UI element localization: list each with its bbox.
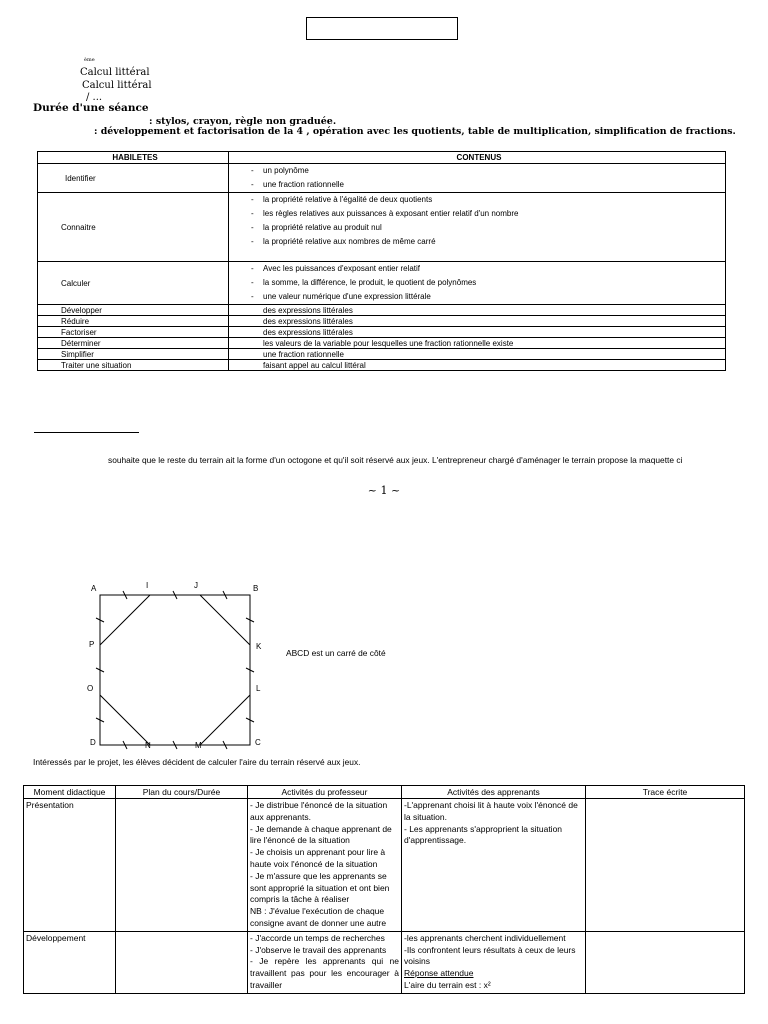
contenu-item: - une fraction rationnelle — [233, 178, 725, 192]
habilete-cell: Factoriser — [38, 327, 229, 338]
header-line-2: Calcul littéral — [82, 80, 152, 91]
point-label-c: C — [255, 738, 261, 747]
point-label-m: M — [195, 741, 202, 750]
contenu-cell: des expressions littérales — [229, 327, 726, 338]
prof-cell — [248, 931, 402, 993]
apprenants-cell — [402, 799, 586, 932]
habilete-cell: Déterminer — [38, 338, 229, 349]
table-row — [38, 316, 726, 327]
reponse-label: Réponse attendue — [404, 968, 474, 979]
level-superscript: ème — [84, 57, 95, 63]
contenu-cell: les valeurs de la variable pour lesquelles une fraction rationnelle existe — [229, 338, 726, 349]
duree-label: Durée d'une séance — [33, 102, 149, 114]
habilete-cell: Simplifier — [38, 349, 229, 360]
habilete-cell: Connaitre — [38, 193, 229, 262]
table-row — [38, 327, 726, 338]
point-label-p: P — [89, 640, 95, 649]
table-row — [24, 931, 745, 993]
prof-header: Activités du professeur — [248, 786, 402, 799]
materiel-text: : stylos, crayon, règle non graduée. — [149, 116, 337, 127]
situation-text: souhaite que le reste du terrain ait la forme d'un octogone et qu'il soit réservé aux jeux. L'entrepreneur chargé d'aménager le terrain propose la maquette ci — [108, 455, 683, 465]
apprenants-header: Activités des apprenants — [402, 786, 586, 799]
point-label-k: K — [256, 642, 262, 651]
point-label-o: O — [87, 684, 94, 693]
contenu-item: - la propriété relative aux nombres de même carré — [233, 235, 725, 249]
interest-text: Intéressés par le projet, les élèves décident de calculer l'aire du terrain réservé aux jeux. — [33, 757, 361, 767]
table-row — [24, 799, 745, 932]
habilete-cell: Calculer — [38, 262, 229, 305]
prof-cell — [248, 799, 402, 932]
habiletes-header: HABILETES — [38, 152, 229, 164]
octagon-figure — [80, 575, 280, 755]
reponse-attendue: L'aire du terrain est : x² — [404, 979, 491, 990]
table-row — [38, 164, 726, 193]
octagon-shape — [100, 595, 250, 745]
contenu-item: - la propriété relative à l'égalité de deux quotients — [233, 193, 725, 207]
contenu-item: - un polynôme — [233, 164, 725, 178]
tick-marks — [96, 591, 254, 749]
contenu-item: - Avec les puissances d'exposant entier relatif — [233, 262, 725, 276]
lesson-table — [23, 785, 745, 994]
habiletes-table — [37, 151, 726, 371]
prof-activity: - J'accorde un temps de recherches — [250, 932, 385, 943]
contenu-item: - la somme, la différence, le produit, le quotient de polynômes — [233, 276, 725, 290]
apprenants-cell — [402, 931, 586, 993]
title-box — [306, 17, 458, 40]
apprenant-activity: -les apprenants cherchent individuellement — [404, 932, 566, 943]
contenu-item: - la propriété relative au produit nul — [233, 221, 725, 235]
table-row — [38, 338, 726, 349]
apprenant-activity: - Les apprenants s'approprient la situation d'apprentissage. — [404, 823, 563, 846]
prof-activity: - Je choisis un apprenant pour lire à haute voix l'énoncé de la situation — [250, 847, 386, 869]
point-label-a: A — [91, 584, 97, 593]
footnote-separator — [34, 432, 139, 433]
trace-cell — [586, 799, 745, 932]
point-label-d: D — [90, 738, 96, 747]
contenu-cell: des expressions littérales — [229, 316, 726, 327]
moment-cell: Développement — [24, 931, 116, 993]
contenus-cell — [229, 193, 726, 262]
contenus-header: CONTENUS — [229, 152, 726, 164]
habilete-cell: Réduire — [38, 316, 229, 327]
prof-activity: - J'observe le travail des apprenants — [250, 944, 387, 955]
table-row — [38, 262, 726, 305]
contenus-cell — [229, 164, 726, 193]
contenu-item: - les règles relatives aux puissances à exposant entier relatif d'un nombre — [233, 207, 725, 221]
moment-cell: Présentation — [24, 799, 116, 932]
moment-header: Moment didactique — [24, 786, 116, 799]
apprenant-activity: -Ils confrontent leurs résultats à ceux de leurs voisins — [404, 944, 576, 967]
header-line-3: / ... — [86, 92, 103, 103]
table-row — [38, 193, 726, 262]
point-label-l: L — [256, 684, 261, 693]
prerequis-text: : développement et factorisation de la 4 , opération avec les quotients, table de multiplication, simplification de fractions. — [94, 126, 736, 137]
table-row — [38, 360, 726, 371]
point-label-i: I — [146, 581, 149, 590]
point-label-j: J — [194, 581, 198, 590]
habilete-cell: Traiter une situation — [38, 360, 229, 371]
prof-activity: - Je demande à chaque apprenant de lire l'énoncé de la situation — [250, 823, 392, 846]
habilete-cell: Développer — [38, 305, 229, 316]
contenus-cell — [229, 262, 726, 305]
page-number: ~ 1 ~ — [367, 484, 401, 497]
apprenant-activity: -L'apprenant choisi lit à haute voix l'énoncé de la situation. — [404, 800, 578, 822]
point-label-b: B — [253, 584, 259, 593]
point-label-n: N — [145, 741, 151, 750]
table-row — [38, 349, 726, 360]
figure-caption: ABCD est un carré de côté — [286, 648, 386, 658]
plan-header: Plan du cours/Durée — [116, 786, 248, 799]
contenu-item: - une valeur numérique d'une expression littérale — [233, 290, 725, 304]
trace-header: Trace écrite — [586, 786, 745, 799]
contenu-cell: faisant appel au calcul littéral — [229, 360, 726, 371]
plan-cell — [116, 931, 248, 993]
habilete-cell: Identifier — [38, 164, 229, 193]
trace-cell — [586, 931, 745, 993]
prof-activity: - Je m'assure que les apprenants se sont approprié la situation et ont bien compris la tâche à réaliser — [250, 870, 390, 905]
table-row — [38, 305, 726, 316]
prof-activity: - Je repère les apprenants qui ne travaillent pas pour les encourager à travailler — [250, 956, 399, 990]
contenu-cell: une fraction rationnelle — [229, 349, 726, 360]
square-abcd — [100, 595, 250, 745]
plan-cell — [116, 799, 248, 932]
contenu-cell: des expressions littérales — [229, 305, 726, 316]
prof-activity: - Je distribue l'énoncé de la situation aux apprenants. — [250, 800, 388, 822]
table-header-row — [24, 786, 745, 799]
prof-note: NB : J'évalue l'exécution de chaque consigne avant de donner une autre — [250, 906, 387, 928]
table-header-row — [38, 152, 726, 164]
header-line-1: Calcul littéral — [80, 67, 150, 78]
